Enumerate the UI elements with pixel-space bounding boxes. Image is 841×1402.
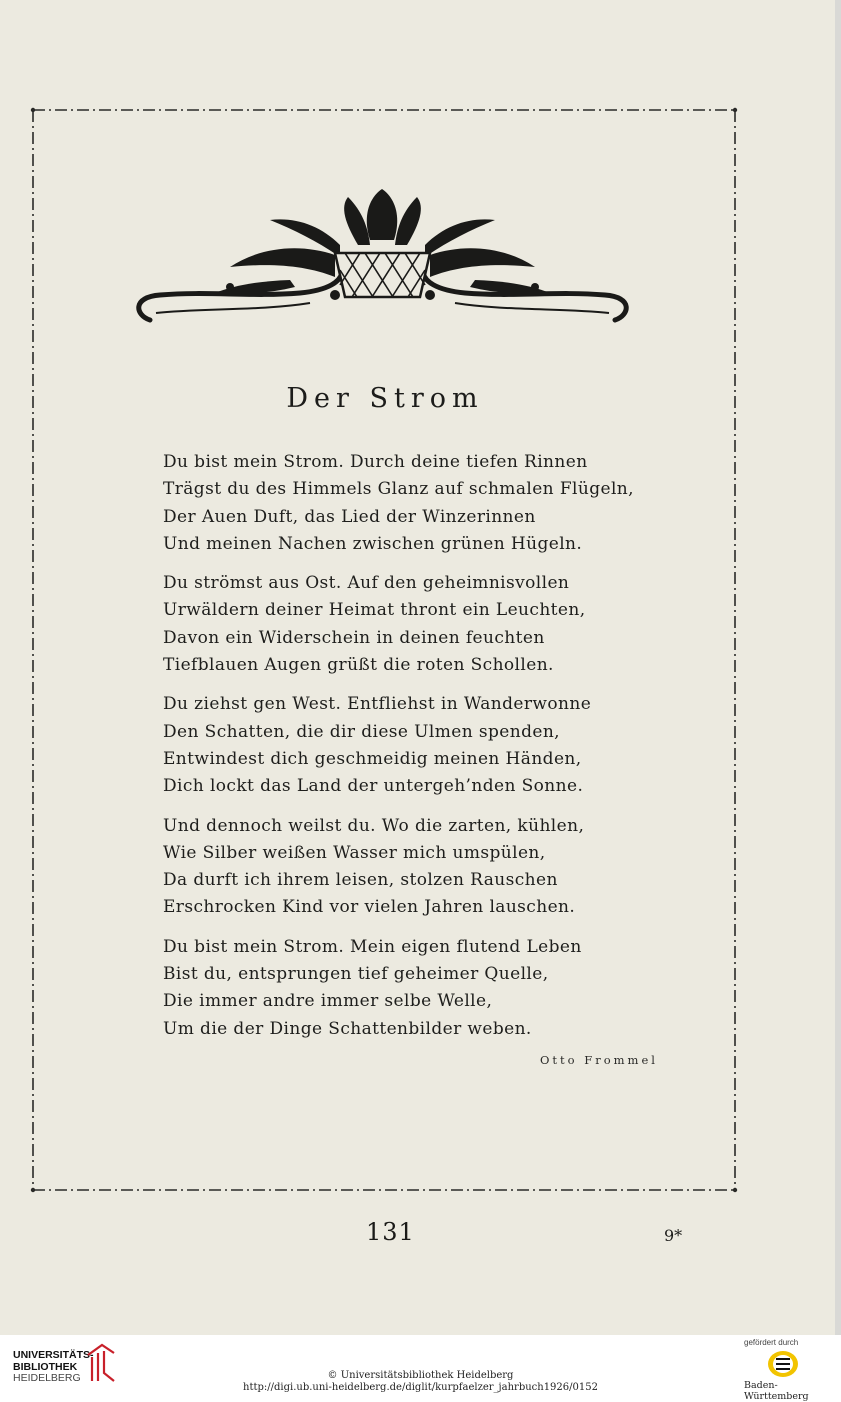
verse-line: Die immer andre immer selbe Welle, xyxy=(163,991,493,1012)
verse-line: Bist du, entsprungen tief geheimer Quelle, xyxy=(163,964,549,985)
stanza xyxy=(163,570,683,679)
verse-line: Davon ein Widerschein in deinen feuchten xyxy=(163,627,545,648)
poem-author: Otto Frommel xyxy=(540,1053,658,1067)
verse-line: Um die der Dinge Schattenbilder weben. xyxy=(163,1018,532,1039)
stanza xyxy=(163,691,683,800)
basket-ornament xyxy=(130,185,635,335)
funded-by-label: gefördert durch xyxy=(744,1338,799,1347)
library-name-line: BIBLIOTHEK xyxy=(13,1360,78,1373)
page-number: 131 xyxy=(366,1218,415,1246)
verse-line: Du bist mein Strom. Durch deine tiefen Rinnen xyxy=(163,452,588,472)
verse-line: Du ziehst gen West. Entfliehst in Wanderwonne xyxy=(163,694,592,715)
verse-line: Und meinen Nachen zwischen grünen Hügeln. xyxy=(163,533,583,554)
state-seal-icon xyxy=(766,1349,800,1379)
verse-line: Den Schatten, die dir diese Ulmen spenden, xyxy=(163,721,560,742)
library-name-line: HEIDELBERG xyxy=(13,1372,81,1384)
stanza xyxy=(163,813,683,922)
permalink[interactable]: http://digi.ub.uni-heidelberg.de/diglit/kurpfaelzer_jahrbuch1926/0152 xyxy=(243,1382,598,1393)
verse-line: Da durft ich ihrem leisen, stolzen Rauschen xyxy=(163,870,558,891)
signature-mark: 9* xyxy=(664,1226,683,1245)
poem-title: Der Strom xyxy=(286,383,484,414)
verse-line: Du strömst aus Ost. Auf den geheimnisvollen xyxy=(163,573,570,594)
poem-body xyxy=(163,449,683,1055)
verse-line: Entwindest dich geschmeidig meinen Händen, xyxy=(163,748,582,769)
verse-line: Urwäldern deiner Heimat thront ein Leuchten, xyxy=(163,600,586,621)
verse-line: Du bist mein Strom. Mein eigen flutend Leben xyxy=(163,936,582,957)
verse-line: Erschrocken Kind vor vielen Jahren lauschen. xyxy=(163,897,576,918)
copyright-notice: © Universitätsbibliothek Heidelberg xyxy=(327,1370,514,1381)
verse-line: Dich lockt das Land der untergeh’nden Sonne. xyxy=(163,776,584,797)
verse-line: Tiefblauen Augen grüßt die roten Schollen. xyxy=(163,655,554,676)
stanza xyxy=(163,449,683,558)
verse-line: Der Auen Duft, das Lied der Winzerinnen xyxy=(163,506,536,527)
library-name-line: UNIVERSITÄTS- xyxy=(13,1349,94,1361)
verse-line: Wie Silber weißen Wasser mich umspülen, xyxy=(163,842,546,863)
state-name: Baden-Württemberg xyxy=(744,1380,809,1402)
stanza xyxy=(163,934,683,1043)
verse-line: Trägst du des Himmels Glanz auf schmalen Flügeln, xyxy=(163,479,634,500)
verse-line: Und dennoch weilst du. Wo die zarten, kühlen, xyxy=(163,815,585,836)
